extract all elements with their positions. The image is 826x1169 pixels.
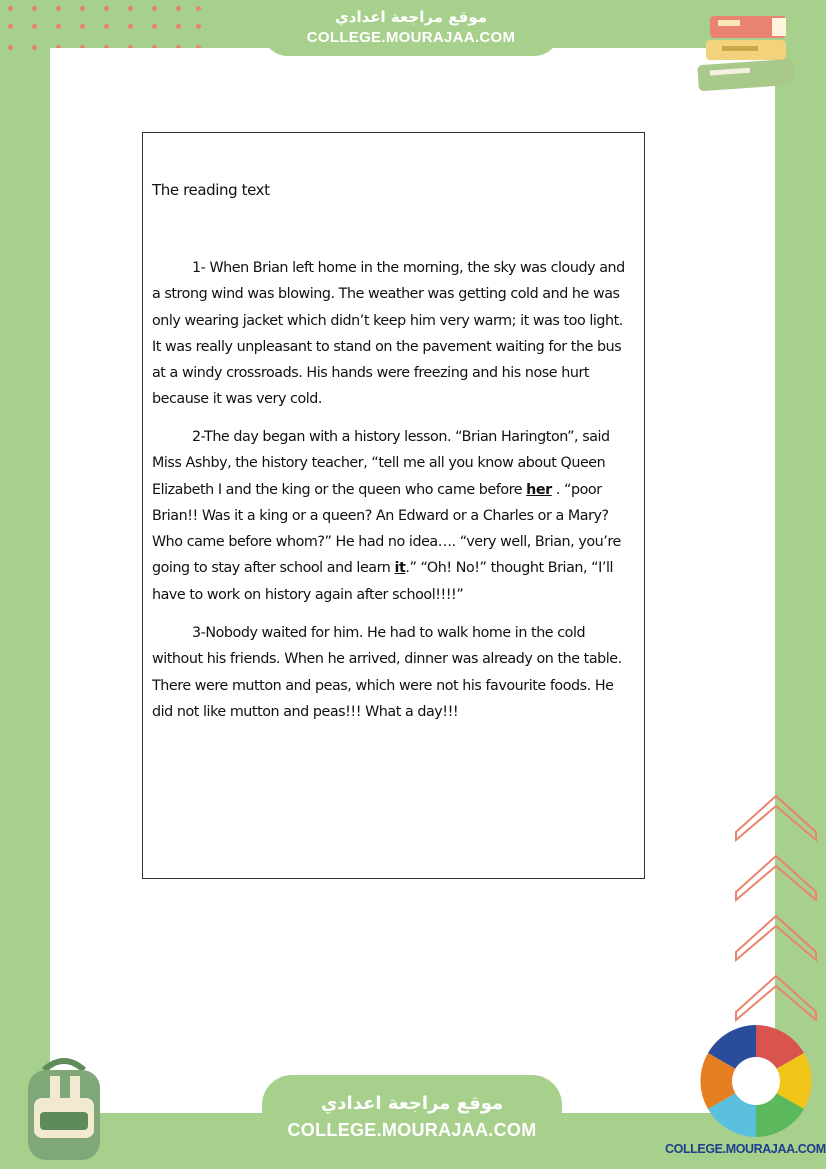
text-line: did not like mutton and peas!!! What a day!!!	[152, 703, 459, 720]
reading-text-box	[142, 132, 645, 879]
backpack-icon	[14, 1052, 114, 1164]
text-line: at a windy crossroads. His hands were freezing and his nose hurt	[152, 365, 590, 382]
header-tab	[262, 0, 560, 56]
books-icon	[692, 10, 802, 96]
logo-wheel-icon	[694, 1022, 818, 1140]
text-line: Who came before whom?” He had no idea…. “very well, Brian, you’re	[152, 534, 621, 551]
text-line: only wearing jacket which didn’t keep him very warm; it was too light.	[152, 312, 623, 329]
paragraph-3	[152, 620, 630, 725]
text-line: 1- When Brian left home in the morning, the sky was cloudy and	[192, 260, 625, 276]
chevron-up-decoration	[732, 792, 820, 1052]
logo-site-text: COLLEGE.MOURAJAA.COM	[665, 1142, 826, 1156]
text-line: going to stay after school and learn it.” “Oh! No!” thought Brian, “I’ll	[152, 560, 614, 577]
header-arabic-title: موقع مراجعة اعدادي	[335, 8, 487, 26]
text-line: 2-The day began with a history lesson. “Brian Harington”, said	[192, 429, 610, 445]
text-line: Miss Ashby, the history teacher, “tell me all you know about Queen	[152, 455, 606, 472]
footer-arabic-title: موقع مراجعة اعدادي	[320, 1093, 504, 1114]
text-line: 3-Nobody waited for him. He had to walk home in the cold	[192, 625, 586, 641]
paragraph-2	[152, 424, 630, 608]
underlined-word-it: it	[394, 560, 406, 577]
footer-site-link[interactable]: COLLEGE.MOURAJAA.COM	[287, 1120, 537, 1140]
text-line: There were mutton and peas, which were not his favourite foods. He	[152, 677, 614, 694]
underlined-word-her: her	[526, 481, 552, 498]
header-site-link[interactable]: COLLEGE.MOURAJAA.COM	[306, 29, 516, 46]
footer-tab	[262, 1075, 562, 1169]
text-line: a strong wind was blowing. The weather was getting cold and he was	[152, 286, 620, 303]
paragraph-1	[152, 255, 630, 413]
text-line: without his friends. When he arrived, dinner was already on the table.	[152, 651, 622, 668]
text-line: Elizabeth I and the king or the queen who came before her . “poor	[152, 481, 602, 498]
text-line: have to work on history again after school!!!!”	[152, 586, 464, 603]
text-line: It was really unpleasant to stand on the pavement waiting for the bus	[152, 338, 622, 355]
text-line: Brian!! Was it a king or a queen? An Edward or a Charles or a Mary?	[152, 507, 609, 524]
text-line: because it was very cold.	[152, 391, 323, 408]
reading-title: The reading text	[152, 181, 270, 199]
